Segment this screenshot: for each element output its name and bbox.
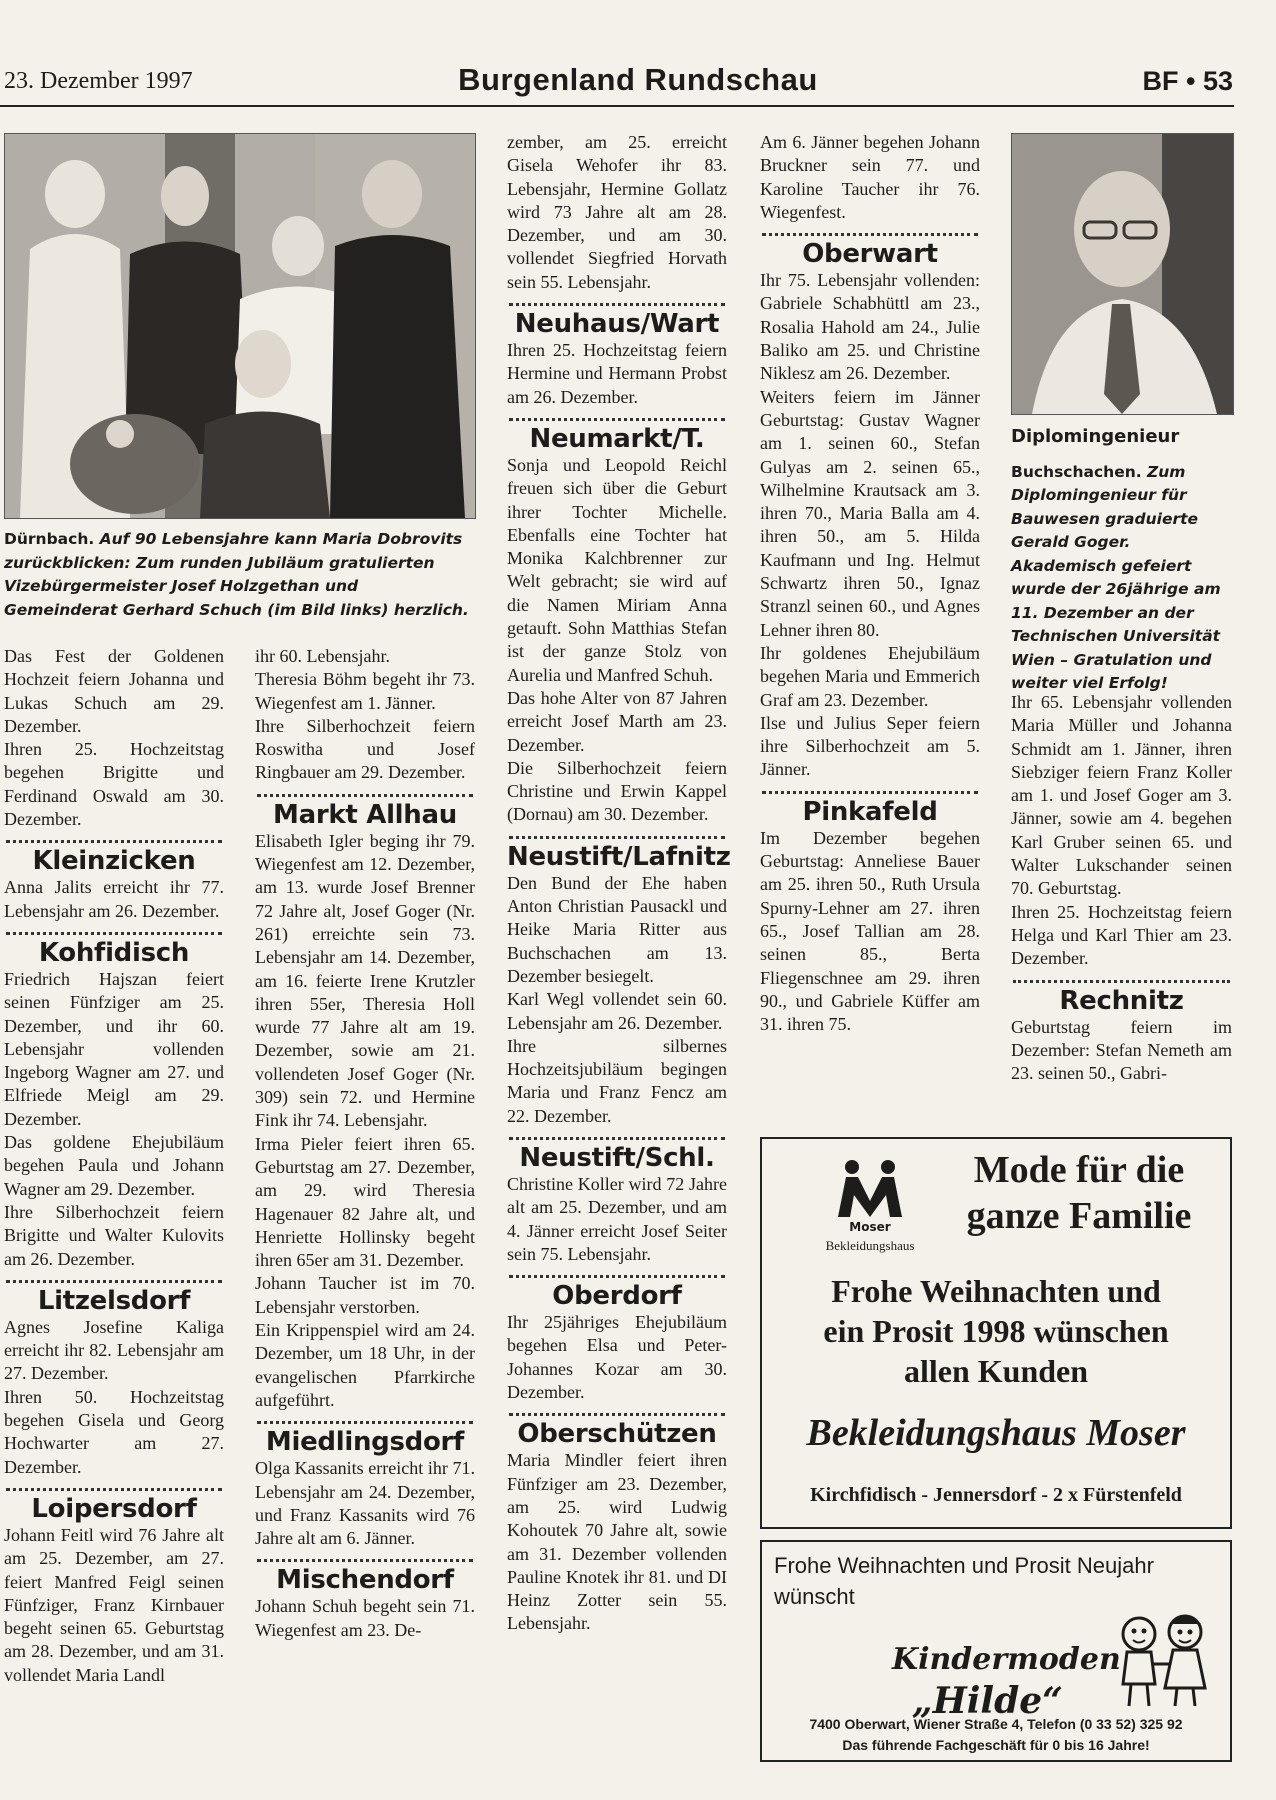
hilde-logo-line1: Kindermoden: [892, 1642, 1121, 1677]
article-paragraph: Johann Schuh begeht sein 71. Wiegenfest am 23. De-: [255, 1596, 475, 1640]
ad-greeting-line: Frohe Weihnachten und: [831, 1273, 1161, 1309]
article-paragraph: Ihren 50. Hochzeitstag begehen Gisela und Georg Hochwarter am 27. Dezember.: [4, 1386, 224, 1477]
article-paragraph: Christine Koller wird 72 Jahre alt am 25. Dezember, und am 4. Jänner erreicht Josef Seiter sein 75. Lebensjahr.: [507, 1173, 727, 1264]
photo-caption-duernbach: [4, 528, 474, 622]
article-paragraph: Ihre Silberhochzeit feiern Brigitte und Walter Kulovits am 26. Dezember.: [4, 1201, 224, 1269]
article-paragraph: Ihre silbernes Hochzeitsjubiläum begingen Maria und Franz Fencz am 22. Dezember.: [507, 1035, 727, 1126]
caption-heading: Diplomingenieur: [1011, 426, 1180, 447]
article-paragraph: Sonja und Leopold Reichl freuen sich über die Geburt ihrer Tochter Michelle. Ebenfalls eine Tochter hat Monika Kalchbrenner zur Welt gebracht; sie wird auf die Namen Miriam Anna getauft. Sohn Matthias Stefan ist der ganze Stolz von Aurelia und Manfred Schuh.: [507, 454, 727, 685]
article-paragraph: Das Fest der Goldenen Hochzeit feiern Johanna und Lukas Schuch am 29. Dezember.: [4, 646, 224, 736]
article-paragraph: Johann Feitl wird 76 Jahre alt am 25. Dezember, am 27. feiert Manfred Feigl seinen Fünfziger, Franz Kirnbauer begeht seinen 65. Geburtstag am 28. Dezember, und am 31. vollendet Maria Landl: [4, 1524, 224, 1685]
advertisement-moser: [760, 1137, 1232, 1529]
section-heading-markt-allhau: Markt Allhau: [273, 799, 457, 830]
dotted-divider: [6, 1280, 222, 1283]
column-1: [4, 645, 224, 1687]
dotted-divider: [257, 794, 473, 797]
article-paragraph: Ihr 65. Lebensjahr vollenden Maria Müller und Johanna Schmidt am 1. Jänner, ihren Siebziger feiern Franz Koller am 1. und Josef Goger am 3. Jänner, sowie am 4. begehen Karl Gruber seinen 65. und Walter Lukschander seinen 70. Geburtstag.: [1011, 692, 1232, 899]
ad-greeting-line: ein Prosit 1998 wünschen: [823, 1313, 1169, 1349]
dotted-divider: [509, 1413, 725, 1416]
article-paragraph: Theresia Böhm begeht ihr 73. Wiegenfest am 1. Jänner.: [255, 669, 475, 713]
ad-tagline: Das führende Fachgeschäft für 0 bis 16 Jahre!: [842, 1737, 1150, 1753]
ad-greeting-line: allen Kunden: [903, 1353, 1089, 1389]
article-paragraph: Maria Mindler feiert ihren Fünfziger am 23. Dezember, am 25. wird Ludwig Kohoutek 70 Jahre alt, sowie am 31. Dezember vollenden Pauline Knotek ihr 81. und DI Heinz Zotter sein 55. Lebensjahr.: [507, 1450, 727, 1634]
moser-brand: Moser: [849, 1220, 891, 1234]
article-paragraph: Ihr 75. Lebensjahr vollenden: Gabriele Schabhüttl am 23., Rosalia Hahold am 24., Julie Baliko am 25. und Christine Niklesz am 26. Dezember.: [760, 270, 980, 384]
caption-text: Auf 90 Lebensjahre kann Maria Dobrovits zurückblicken: Zum runden Jubiläum gratulierten Vizebürgermeister Josef Holzgethan und Gemeinderat Gerhard Schuch (im Bild links) herzlich.: [4, 530, 469, 619]
children-illustration-icon: [1107, 1610, 1217, 1715]
issue-date: 23. Dezember 1997: [4, 68, 193, 94]
article-paragraph: Weiters feiern im Jänner Geburtstag: Gustav Wagner am 1. seinen 60., Stefan Gulyas am 2. seinen 65., Wilhelmine Krautsack am 3. ihren 70., Maria Balla am 4. ihren 50., am 5. Hilda Kaufmann und Ing. Helmut Schwartz ihren 50., Ignaz Stranzl seinen 60., und Agnes Lehner ihren 80.: [760, 386, 980, 640]
hilde-logo-line2: „Hilde“: [912, 1680, 1063, 1722]
section-heading-neustift-schl: Neustift/Schl.: [519, 1142, 715, 1173]
dotted-divider: [509, 1137, 725, 1140]
article-paragraph: Am 6. Jänner begehen Johann Bruckner sein 77. und Karoline Taucher ihr 76. Wiegenfest.: [760, 132, 980, 222]
dotted-divider: [257, 1559, 473, 1562]
section-heading-oberwart: Oberwart: [802, 239, 938, 270]
moser-logo: [800, 1157, 940, 1254]
article-paragraph: Karl Wegl vollendet sein 60. Lebensjahr am 26. Dezember.: [507, 989, 727, 1033]
article-paragraph: Ihren 25. Hochzeitstag feiern Hermine und Hermann Probst am 26. Dezember.: [507, 340, 727, 407]
section-heading-pinkafeld: Pinkafeld: [802, 796, 938, 827]
article-paragraph: Olga Kassanits erreicht ihr 71. Lebensjahr am 24. Dezember, und Franz Kassanits wird 76 Jahre alt am 6. Jänner.: [255, 1458, 475, 1549]
article-paragraph: Anna Jalits erreicht ihr 77. Lebensjahr am 26. Dezember.: [4, 877, 224, 921]
article-paragraph: Im Dezember begehen Geburtstag: Anneliese Bauer am 25. ihren 50., Ruth Ursula Spurny-Lehner am 27. ihren 65., Josef Tallian am 28. seinen 85., Berta Fliegenschnee am 29. ihren 90., und Gabriele Küffer am 31. ihren 75.: [760, 827, 980, 1035]
caption-text: Zum Diplomingenieur für Bauwesen graduierte Gerald Goger. Akademisch gefeiert wurde der 26jährige am 11. Dezember an der Technischen Universität Wien – Gratulation und weiter viel Erfolg!: [1011, 462, 1221, 692]
column-2: [255, 645, 475, 1642]
article-paragraph: Friedrich Hajszan feiert seinen Fünfziger am 25. Dezember, und ihr 60. Lebensjahr vollenden Ingeborg Wagner am 27. und Elfriede Meigl am 29. Dezember.: [4, 968, 224, 1129]
article-paragraph: ihr 60. Lebensjahr.: [255, 646, 390, 666]
moser-subtitle: Bekleidungshaus: [825, 1238, 915, 1253]
dotted-divider: [6, 932, 222, 935]
header-rule: [0, 105, 1234, 107]
dotted-divider: [257, 1421, 473, 1424]
column-4: [760, 131, 980, 1036]
section-heading-kleinzicken: Kleinzicken: [32, 846, 196, 877]
ad-address-block: [762, 1714, 1230, 1756]
dotted-divider: [509, 836, 725, 839]
section-heading-miedlingsdorf: Miedlingsdorf: [265, 1427, 465, 1458]
dotted-divider: [509, 418, 725, 421]
moser-figures-icon: [830, 1157, 910, 1219]
column-3: [507, 131, 731, 1636]
section-heading-rechnitz: Rechnitz: [1059, 985, 1184, 1016]
ad-locations: Kirchfidisch - Jennersdorf - 2 x Fürstenfeld: [810, 1484, 1182, 1506]
article-paragraph: Ihren 25. Hochzeitstag begehen Brigitte und Ferdinand Oswald am 30. Dezember.: [4, 739, 224, 830]
caption-place: Buchschachen.: [1011, 462, 1142, 481]
article-paragraph: Das hohe Alter von 87 Jahren erreicht Josef Marth am 23. Dezember.: [507, 687, 727, 755]
ad-greeting: [762, 1271, 1230, 1391]
ad-headline: Mode für die ganze Familie: [966, 1149, 1192, 1237]
dotted-divider: [762, 233, 978, 236]
ad-greeting: Frohe Weihnachten und Prosit Neujahr wünscht: [774, 1553, 1154, 1609]
caption-place: Dürnbach.: [4, 530, 95, 548]
article-paragraph: Den Bund der Ehe haben Anton Christian Pausackl und Heike Maria Ritter aus Buchschachen am 13. Dezember besiegelt.: [507, 872, 727, 986]
dotted-divider: [509, 303, 725, 306]
section-heading-neustift-lafnitz: Neustift/Lafnitz: [507, 841, 731, 872]
article-paragraph: Ein Krippenspiel wird am 24. Dezember, um 18 Uhr, in der evangelischen Pfarrkirche aufgeführt.: [255, 1320, 475, 1410]
article-paragraph: Elisabeth Igler beging ihr 79. Wiegenfest am 12. Dezember, am 13. wurde Josef Brenner 72 Jahre alt, Josef Goger (Nr. 261) erreichte sein 73. Lebensjahr am 14. Dezember, am 16. feierte Irene Krutzler ihren 55er, Theresia Holl wurde 77 Jahre alt am 19. Dezember, sowie am 21. vollendeten Josef Goger (Nr. 309) sein 72. und Hermine Fink ihr 74. Lebensjahr.: [255, 830, 475, 1131]
ad-address: 7400 Oberwart, Wiener Straße 4, Telefon (0 33 52) 325 92: [809, 1716, 1183, 1732]
article-paragraph: Irma Pieler feiert ihren 65. Geburtstag am 27. Dezember, am 29. wird Theresia Hagenauer 82 Jahre alt, und Henriette Hollinsky begeht ihren 65er am 31. Dezember.: [255, 1133, 475, 1271]
column-5: [1011, 691, 1232, 1085]
section-heading-kohfidisch: Kohfidisch: [38, 937, 190, 968]
dotted-divider: [762, 791, 978, 794]
article-paragraph: Agnes Josefine Kaliga erreicht ihr 82. Lebensjahr am 27. Dezember.: [4, 1316, 224, 1384]
section-heading-mischendorf: Mischendorf: [276, 1565, 454, 1596]
ad-company-name: Bekleidungshaus Moser: [806, 1412, 1186, 1454]
article-paragraph: Johann Taucher ist im 70. Lebensjahr verstorben.: [255, 1273, 475, 1317]
article-paragraph: Ilse und Julius Seper feiern ihre Silberhochzeit am 5. Jänner.: [760, 712, 980, 780]
dotted-divider: [1013, 980, 1230, 983]
article-paragraph: Ihren 25. Hochzeitstag feiern Helga und Karl Thier am 23. Dezember.: [1011, 901, 1232, 969]
article-paragraph: Ihr 25jähriges Ehejubiläum begehen Elsa und Peter-Johannes Kozar am 30. Dezember.: [507, 1312, 727, 1403]
article-paragraph: Ihre Silberhochzeit feiern Roswitha und Josef Ringbauer am 29. Dezember.: [255, 715, 475, 783]
article-paragraph: Geburtstag feiern im Dezember: Stefan Nemeth am 23. seinen 50., Gabri-: [1011, 1016, 1232, 1084]
section-heading-oberdorf: Oberdorf: [552, 1281, 682, 1312]
dotted-divider: [509, 1275, 725, 1278]
page-number: BF • 53: [1142, 66, 1233, 96]
portrait-caption: [1011, 425, 1232, 696]
portrait-photo: [1011, 133, 1234, 415]
section-heading-oberschuetzen: Oberschützen: [517, 1419, 717, 1450]
advertisement-hilde: [760, 1540, 1232, 1762]
dotted-divider: [6, 1488, 222, 1491]
section-heading-neumarkt: Neumarkt/T.: [529, 423, 705, 454]
article-paragraph: Ihr goldenes Ehejubiläum begehen Maria und Emmerich Graf am 23. Dezember.: [760, 642, 980, 710]
section-heading-neuhaus-wart: Neuhaus/Wart: [514, 309, 720, 340]
article-paragraph: Die Silberhochzeit feiern Christine und Erwin Kappel (Dornau) am 30. Dezember.: [507, 757, 727, 825]
dotted-divider: [6, 840, 222, 843]
section-heading-loipersdorf: Loipersdorf: [31, 1493, 197, 1524]
article-paragraph: Das goldene Ehejubiläum begehen Paula und Johann Wagner am 29. Dezember.: [4, 1132, 224, 1199]
group-photo: [4, 133, 476, 519]
article-paragraph: zember, am 25. erreicht Gisela Wehofer ihr 83. Lebensjahr, Hermine Gollatz wird 73 Jahre alt am 28. Dezember, und am 30. vollendet Siegfried Horvath sein 55. Lebensjahr.: [507, 132, 727, 292]
newspaper-title: Burgenland Rundschau: [458, 62, 818, 97]
section-heading-litzelsdorf: Litzelsdorf: [37, 1285, 191, 1316]
